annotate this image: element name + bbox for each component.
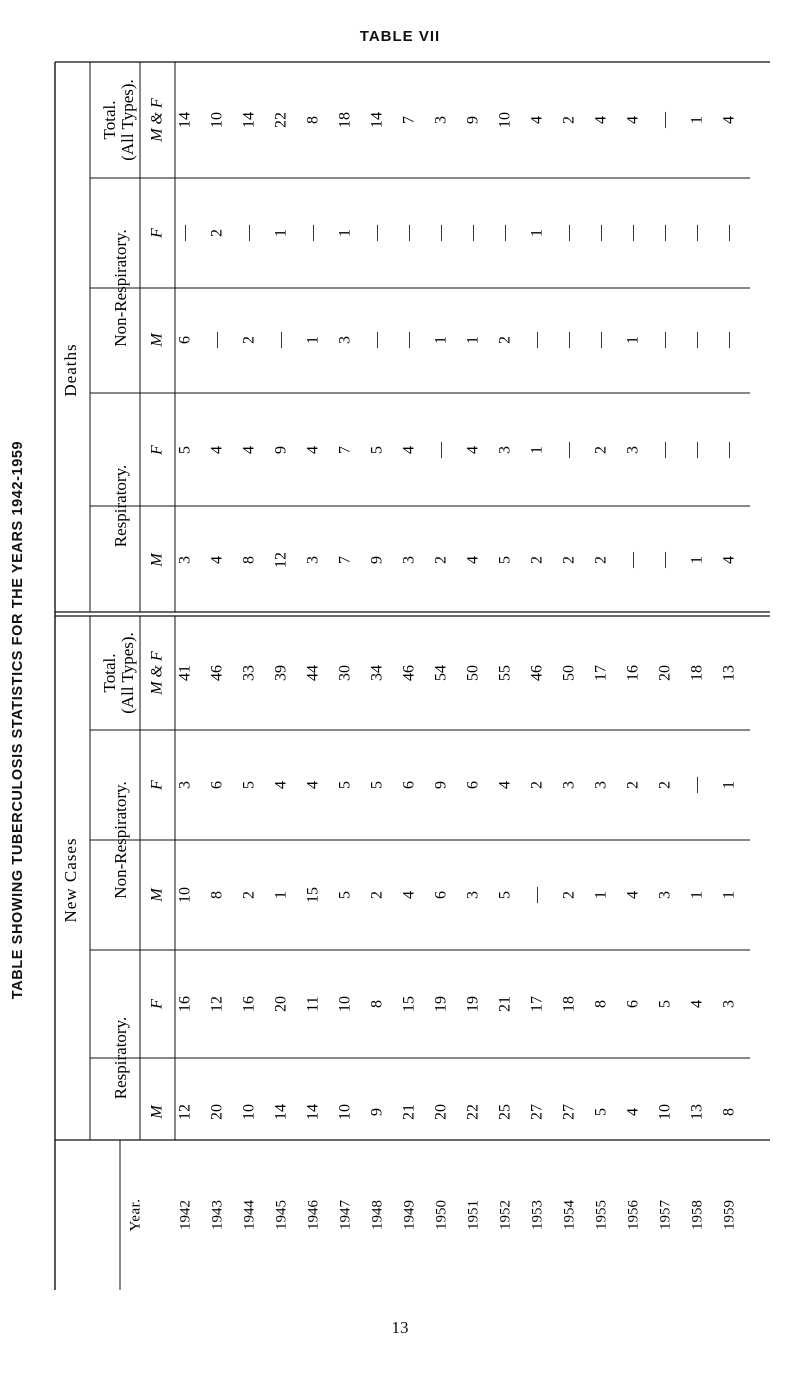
deaths-nonresp-f: F [148,228,166,238]
deaths-resp-m-cell: 3 [400,556,418,564]
cases-nonresp-f-cell: 3 [592,781,610,789]
deaths-nonresp-header: Non-Respiratory. [110,229,130,347]
cases-nonresp-f-cell: 4 [272,781,290,789]
deaths-resp-m-cell: 7 [336,556,354,564]
cases-resp-f-cell: 18 [560,996,578,1012]
cases-resp-m-cell: 10 [240,1104,258,1120]
deaths-nonresp-f-cell: 2 [208,229,226,237]
cases-resp-m-cell: 10 [336,1104,354,1120]
cases-nonresp-f-cell: 4 [496,781,514,789]
cases-total-cell: 20 [656,665,674,681]
deaths-nonresp-m-cell: — [656,332,674,348]
cases-nonresp-m-cell: 4 [400,891,418,899]
year-cell: 1955 [593,1200,610,1230]
cases-nonresp-m-cell: 6 [432,891,450,899]
deaths-total-cell: 14 [368,112,386,128]
cases-nonresp-m-cell: 2 [368,891,386,899]
deaths-total-cell: 10 [496,112,514,128]
deaths-resp-f-cell: 4 [400,446,418,454]
deaths-nonresp-m-cell: 6 [176,336,194,344]
cases-nonresp-m-cell: 3 [656,891,674,899]
cases-nonresp-m-cell: 2 [240,891,258,899]
deaths-nonresp-m-cell: 1 [304,336,322,344]
deaths-resp-f-cell: — [560,442,578,458]
deaths-nonresp-f-cell: 1 [336,229,354,237]
deaths-resp-m-cell: 12 [272,552,290,568]
deaths-resp-m-cell: 2 [528,556,546,564]
year-cell: 1953 [529,1200,546,1230]
cases-nonresp-m-cell: 3 [464,891,482,899]
deaths-resp-m-cell: — [624,552,642,568]
deaths-nonresp-m-cell: — [592,332,610,348]
cases-nonresp-f-cell: 3 [560,781,578,789]
year-cell: 1942 [177,1200,194,1230]
deaths-nonresp-f-cell: — [400,225,418,241]
cases-resp-f-cell: 3 [720,1000,738,1008]
cases-resp-m: M [148,1105,166,1119]
cases-resp-m-cell: 5 [592,1108,610,1116]
cases-nonresp-f-cell: 5 [368,781,386,789]
cases-nonresp-f-cell: 3 [176,781,194,789]
cases-nonresp-m-cell: 2 [560,891,578,899]
deaths-resp-m: M [148,553,166,567]
deaths-resp-m-cell: 3 [304,556,322,564]
cases-resp-m-cell: 9 [368,1108,386,1116]
deaths-total-cell: 7 [400,116,418,124]
cases-nonresp-f-cell: 6 [208,781,226,789]
cases-total-cell: 55 [496,665,514,681]
cases-nonresp-m-cell: 15 [304,887,322,903]
cases-resp-f-cell: 6 [624,1000,642,1008]
cases-resp-f-cell: 8 [368,1000,386,1008]
deaths-resp-f-cell: — [656,442,674,458]
cases-resp-m-cell: 22 [464,1104,482,1120]
cases-resp-f-cell: 21 [496,996,514,1012]
cases-resp-f-cell: 8 [592,1000,610,1008]
deaths-total-cell: 8 [304,116,322,124]
cases-total-cell: 46 [208,665,226,681]
page-number: 13 [391,1318,409,1337]
cases-resp-m-cell: 20 [432,1104,450,1120]
cases-total-header: Total. [100,653,119,693]
deaths-nonresp-m-cell: — [208,332,226,348]
deaths-resp-m-cell: 2 [592,556,610,564]
cases-total-cell: 44 [304,665,322,681]
cases-resp-f-cell: 17 [528,996,546,1012]
year-label: Year. [127,1198,144,1232]
year-cell: 1959 [721,1200,738,1230]
cases-total-cell: 54 [432,665,450,681]
cases-resp-f-cell: 4 [688,1000,706,1008]
cases-resp-m-cell: 25 [496,1104,514,1120]
cases-nonresp-m-cell: 1 [272,891,290,899]
deaths-resp-header: Respiratory. [110,464,130,548]
deaths-nonresp-m-cell: 2 [240,336,258,344]
cases-resp-m-cell: 20 [208,1104,226,1120]
deaths-total-cell: 4 [720,116,738,124]
cases-resp-f-cell: 16 [240,996,258,1012]
deaths-nonresp-f-cell: — [560,225,578,241]
deaths-nonresp-f-cell: — [688,225,706,241]
deaths-nonresp-m-cell: — [368,332,386,348]
year-cell: 1956 [625,1200,642,1230]
cases-resp-m-cell: 13 [688,1104,706,1120]
deaths-nonresp-m-cell: 1 [432,336,450,344]
deaths-total-mf: M & F [148,98,166,142]
deaths-nonresp-f-cell: — [656,225,674,241]
deaths-resp-f-cell: 2 [592,446,610,454]
deaths-nonresp-f-cell: — [304,225,322,241]
cases-resp-f-cell: 20 [272,996,290,1012]
deaths-resp-m-cell: 9 [368,556,386,564]
deaths-resp-f-cell: — [432,442,450,458]
cases-resp-m-cell: 8 [720,1108,738,1116]
deaths-nonresp-m-cell: 2 [496,336,514,344]
deaths-total-cell: 14 [240,112,258,128]
cases-total-cell: 46 [528,665,546,681]
cases-nonresp-f-cell: 4 [304,781,322,789]
cases-nonresp-m-cell: 1 [688,891,706,899]
cases-resp-f-cell: 15 [400,996,418,1012]
year-cell: 1949 [401,1200,418,1230]
deaths-nonresp-m-cell: 1 [624,336,642,344]
cases-resp-f-cell: 10 [336,996,354,1012]
cases-nonresp-f-cell: 5 [336,781,354,789]
deaths-total-cell: 9 [464,116,482,124]
cases-resp-f: F [148,999,166,1009]
cases-resp-f-cell: 19 [432,996,450,1012]
cases-nonresp-f-cell: 9 [432,781,450,789]
deaths-resp-m-cell: 1 [688,556,706,564]
deaths-resp-f-cell: 3 [496,446,514,454]
cases-total-cell: 50 [464,665,482,681]
cases-resp-m-cell: 21 [400,1104,418,1120]
cases-resp-f-cell: 19 [464,996,482,1012]
deaths-nonresp-m: M [148,333,166,347]
deaths-resp-f-cell: 3 [624,446,642,454]
year-cell: 1952 [497,1200,514,1230]
deaths-nonresp-f-cell: — [624,225,642,241]
deaths-nonresp-m-cell: — [400,332,418,348]
deaths-total-cell: 18 [336,112,354,128]
deaths-resp-m-cell: 4 [720,556,738,564]
cases-nonresp-header: Non-Respiratory. [110,781,130,899]
deaths-nonresp-f-cell: — [240,225,258,241]
deaths-nonresp-m-cell: — [528,332,546,348]
year-cell: 1947 [337,1200,354,1230]
deaths-total-cell: 10 [208,112,226,128]
cases-resp-m-cell: 27 [528,1104,546,1120]
deaths-resp-m-cell: 2 [432,556,450,564]
deaths-resp-m-cell: 4 [208,556,226,564]
deaths-resp-f-cell: 4 [208,446,226,454]
cases-nonresp-m-cell: 5 [336,891,354,899]
cases-nonresp-f-cell: 2 [656,781,674,789]
cases-total-cell: 17 [592,665,610,681]
deaths-resp-f-cell: 1 [528,446,546,454]
cases-total-cell: 30 [336,665,354,681]
cases-resp-m-cell: 12 [176,1104,194,1120]
deaths-nonresp-f-cell: — [464,225,482,241]
deaths-nonresp-m-cell: — [688,332,706,348]
cases-total-mf: M & F [148,651,166,695]
deaths-nonresp-m-cell: — [720,332,738,348]
cases-nonresp-f-cell: — [688,777,706,793]
cases-total-cell: 18 [688,665,706,681]
cases-total-cell: 33 [240,665,258,681]
deaths-nonresp-f-cell: — [368,225,386,241]
year-cell: 1954 [561,1200,578,1230]
cases-nonresp-m-cell: 1 [592,891,610,899]
deaths-nonresp-f-cell: 1 [272,229,290,237]
year-cell: 1951 [465,1200,482,1230]
deaths-nonresp-m-cell: — [560,332,578,348]
cases-nonresp-m-cell: 10 [176,887,194,903]
deaths-resp-m-cell: 2 [560,556,578,564]
deaths-total-cell: 4 [624,116,642,124]
deaths-total-cell: 14 [176,112,194,128]
cases-total-cell: 39 [272,665,290,681]
deaths-resp-f-cell: 5 [368,446,386,454]
deaths-resp-f-cell: — [688,442,706,458]
cases-nonresp-f-cell: 2 [624,781,642,789]
cases-nonresp-m-cell: 5 [496,891,514,899]
deaths-total-header: Total. [100,100,119,140]
year-cell: 1948 [369,1200,386,1230]
deaths-nonresp-f-cell: — [432,225,450,241]
deaths-resp-f-cell: 9 [272,446,290,454]
cases-resp-m-cell: 14 [272,1104,290,1120]
cases-total-cell: 46 [400,665,418,681]
cases-nonresp-f-cell: 6 [464,781,482,789]
deaths-total-cell: 4 [592,116,610,124]
cases-nonresp-f-cell: 2 [528,781,546,789]
deaths-resp-m-cell: 3 [176,556,194,564]
deaths-total-cell: 22 [272,112,290,128]
cases-resp-f-cell: 12 [208,996,226,1012]
deaths-resp-f-cell: 5 [176,446,194,454]
deaths-total-header-sub: (All Types). [118,79,137,161]
deaths-resp-m-cell: 8 [240,556,258,564]
cases-nonresp-f-cell: 6 [400,781,418,789]
deaths-nonresp-m-cell: 3 [336,336,354,344]
cases-nonresp-f-cell: 1 [720,781,738,789]
cases-total-cell: 41 [176,665,194,681]
cases-resp-m-cell: 27 [560,1104,578,1120]
cases-resp-header: Respiratory. [110,1016,130,1100]
cases-resp-f-cell: 5 [656,1000,674,1008]
year-cell: 1943 [209,1200,226,1230]
cases-total-cell: 13 [720,665,738,681]
table-title: TABLE VII [359,28,441,45]
cases-total-cell: 16 [624,665,642,681]
deaths-label: Deaths [60,343,80,397]
year-cell: 1945 [273,1200,290,1230]
deaths-nonresp-f-cell: — [592,225,610,241]
year-cell: 1944 [241,1200,258,1230]
cases-resp-f-cell: 16 [176,996,194,1012]
cases-nonresp-m-cell: 1 [720,891,738,899]
deaths-total-cell: — [656,112,674,128]
cases-nonresp-m-cell: 4 [624,891,642,899]
deaths-resp-m-cell: — [656,552,674,568]
cases-resp-m-cell: 4 [624,1108,642,1116]
cases-total-header-sub: (All Types). [118,632,137,714]
year-cell: 1946 [305,1200,322,1230]
deaths-nonresp-m-cell: — [272,332,290,348]
deaths-total-cell: 4 [528,116,546,124]
deaths-nonresp-f-cell: — [720,225,738,241]
deaths-resp-m-cell: 5 [496,556,514,564]
deaths-total-cell: 1 [688,116,706,124]
deaths-resp-f-cell: 4 [304,446,322,454]
cases-nonresp-f: F [148,780,166,790]
deaths-resp-f-cell: 4 [464,446,482,454]
deaths-resp-f-cell: 7 [336,446,354,454]
deaths-resp-f-cell: — [720,442,738,458]
cases-nonresp-m-cell: 8 [208,891,226,899]
deaths-resp-f-cell: 4 [240,446,258,454]
cases-resp-m-cell: 14 [304,1104,322,1120]
cases-nonresp-m-cell: — [528,887,546,903]
deaths-nonresp-f-cell: — [176,225,194,241]
year-cell: 1950 [433,1200,450,1230]
cases-nonresp-m: M [148,888,166,902]
new-cases-label: New Cases [60,837,80,923]
cases-resp-m-cell: 10 [656,1104,674,1120]
year-cell: 1958 [689,1200,706,1230]
deaths-resp-m-cell: 4 [464,556,482,564]
year-cell: 1957 [657,1200,674,1230]
deaths-resp-f: F [148,445,166,455]
cases-resp-f-cell: 11 [304,996,322,1012]
cases-total-cell: 50 [560,665,578,681]
deaths-nonresp-f-cell: — [496,225,514,241]
cases-total-cell: 34 [368,665,386,681]
deaths-nonresp-m-cell: 1 [464,336,482,344]
deaths-total-cell: 2 [560,116,578,124]
deaths-nonresp-f-cell: 1 [528,229,546,237]
cases-nonresp-f-cell: 5 [240,781,258,789]
deaths-total-cell: 3 [432,116,450,124]
